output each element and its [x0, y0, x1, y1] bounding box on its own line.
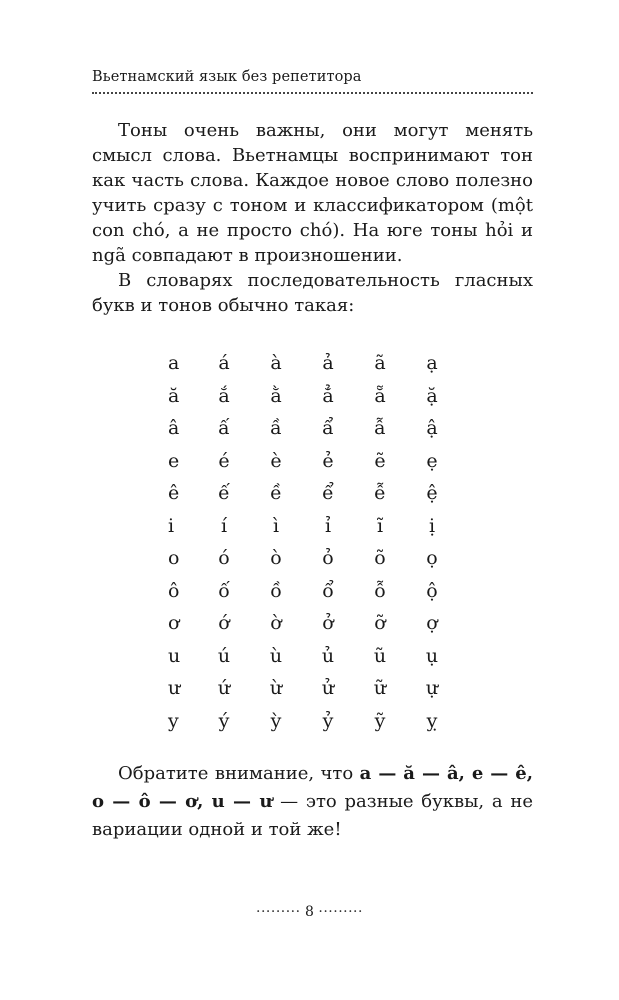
table-cell: ẽ — [374, 449, 386, 472]
table-cell: á — [218, 352, 230, 375]
table-cell: ụ — [425, 644, 439, 667]
table-cell: ỉ — [324, 514, 332, 537]
table-row — [168, 575, 458, 608]
table-cell: ị — [428, 514, 436, 537]
running-title: Вьетнамский язык без репетитора — [92, 69, 362, 85]
note-bold-letters-2: o — ô — ơ, u — ư — [92, 791, 273, 812]
table-cell: è — [270, 449, 282, 472]
vowel-tone-table — [168, 347, 458, 737]
table-cell: ằ — [270, 384, 282, 407]
table-cell: à — [270, 352, 282, 375]
table-cell: ở — [322, 612, 334, 635]
table-cell: ộ — [426, 579, 438, 602]
table-row — [168, 347, 458, 380]
table-cell: ê — [168, 482, 180, 505]
table-row — [168, 510, 458, 543]
table-cell: ó — [218, 547, 230, 570]
table-cell: ử — [321, 677, 335, 700]
paragraph-tones: Тоны очень важны, они могут менять смысл слова. Вьетнамцы воспринимают тон как часть слова. Каждое новое слово полезно учить сразу с тоном и классификатором (một con chó, а не просто chó). На юге тоны hỏi и ngã совпадают в произношении. — [92, 120, 533, 266]
table-cell: ỡ — [374, 612, 386, 635]
table-cell: ầ — [270, 417, 282, 440]
table-cell: ớ — [218, 612, 230, 635]
table-cell: ĩ — [376, 514, 384, 537]
note-lead: Обратите внимание, что — [118, 763, 360, 784]
table-cell: ẳ — [322, 384, 334, 407]
table-cell: ỷ — [322, 709, 334, 732]
table-cell: â — [168, 417, 180, 440]
table-cell: ũ — [373, 644, 387, 667]
table-row — [168, 672, 458, 705]
table-row — [168, 640, 458, 673]
table-row — [168, 705, 458, 738]
table-cell: ả — [322, 352, 334, 375]
main-text — [92, 118, 533, 318]
table-row — [168, 607, 458, 640]
table-cell: ọ — [426, 547, 438, 570]
table-row — [168, 445, 458, 478]
table-cell: ồ — [270, 579, 282, 602]
footer-dots-left: ········· — [256, 904, 301, 920]
table-cell: ư — [168, 677, 181, 700]
table-cell: ẵ — [374, 384, 386, 407]
page-footer — [0, 904, 619, 920]
table-cell: ỏ — [322, 547, 334, 570]
table-cell: ẹ — [426, 449, 438, 472]
table-cell: í — [220, 514, 228, 537]
note-bold-letters-1: a — ă — â, e — ê, — [359, 763, 533, 784]
table-cell: ờ — [270, 612, 282, 635]
table-cell: ấ — [218, 417, 230, 440]
table-cell: ẻ — [322, 449, 334, 472]
table-cell: ă — [168, 384, 180, 407]
table-cell: ỳ — [270, 709, 282, 732]
header-dotted-rule — [92, 92, 533, 94]
table-cell: u — [168, 644, 181, 667]
page-number: 8 — [305, 904, 314, 920]
table-cell: ơ — [168, 612, 180, 635]
table-cell: ặ — [426, 384, 438, 407]
table-row — [168, 477, 458, 510]
footer-dots-right: ········· — [318, 904, 363, 920]
table-cell: ợ — [426, 612, 438, 635]
table-cell: i — [168, 514, 175, 537]
table-cell: ổ — [322, 579, 334, 602]
table-cell: ố — [218, 579, 230, 602]
table-cell: ễ — [374, 482, 386, 505]
table-cell: ỹ — [374, 709, 386, 732]
table-cell: ù — [269, 644, 283, 667]
note-text — [92, 760, 533, 844]
table-cell: ệ — [426, 482, 438, 505]
paragraph-dictionary-order: В словарях последовательность гласных букв и тонов обычно такая: — [92, 270, 533, 316]
table-cell: ể — [322, 482, 334, 505]
table-cell: ò — [270, 547, 282, 570]
table-cell: ữ — [373, 677, 387, 700]
table-cell: ế — [218, 482, 230, 505]
table-cell: ã — [374, 352, 386, 375]
table-cell: ẫ — [374, 417, 386, 440]
table-cell: ự — [425, 677, 439, 700]
table-cell: y — [168, 709, 179, 732]
table-cell: ậ — [426, 417, 438, 440]
table-cell: ủ — [321, 644, 335, 667]
table-cell: ề — [270, 482, 282, 505]
table-cell: o — [168, 547, 180, 570]
note-tail: — это разные буквы, а не вариации одной и той же! — [92, 791, 533, 840]
table-cell: ô — [168, 579, 180, 602]
table-cell: ú — [217, 644, 231, 667]
table-cell: õ — [374, 547, 386, 570]
table-cell: ỗ — [374, 579, 386, 602]
table-cell: ẩ — [322, 417, 334, 440]
table-row — [168, 412, 458, 445]
table-cell: ắ — [218, 384, 230, 407]
table-cell: ừ — [269, 677, 283, 700]
table-cell: é — [218, 449, 230, 472]
table-row — [168, 380, 458, 413]
table-cell: a — [168, 352, 180, 375]
table-cell: ỵ — [426, 709, 438, 732]
table-cell: e — [168, 449, 180, 472]
note-paragraph — [92, 760, 533, 844]
table-cell: ứ — [217, 677, 231, 700]
table-cell: ý — [218, 709, 230, 732]
table-row — [168, 542, 458, 575]
table-cell: ạ — [426, 352, 438, 375]
table-cell: ì — [272, 514, 280, 537]
